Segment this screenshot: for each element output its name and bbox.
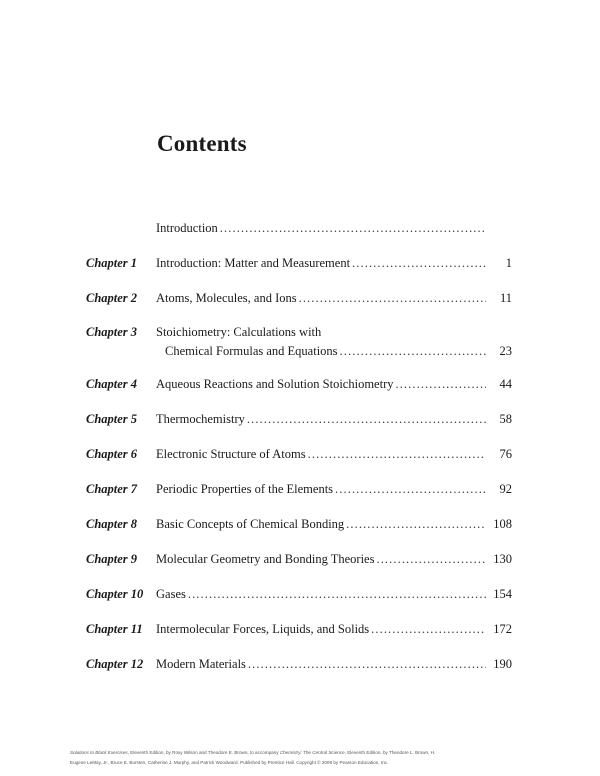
chapter-label: Chapter 3 — [86, 325, 138, 339]
chapter-label: Chapter 5 — [86, 412, 138, 426]
toc-entry-title: Thermochemistry — [156, 412, 245, 426]
chapter-label: Chapter 6 — [86, 447, 138, 461]
toc-entry-title: Chemical Formulas and Equations — [165, 344, 338, 358]
toc-entry-title: Atoms, Molecules, and Ions — [156, 291, 297, 305]
toc-entry — [156, 220, 488, 236]
toc-entry-title: Introduction — [156, 221, 218, 235]
toc-entry-title-line1: Stoichiometry: Calculations with — [156, 325, 322, 339]
footer-text: , Eleventh Edition, by Theodore L. Brown, H. — [344, 750, 436, 755]
chapter-label: Chapter 11 — [86, 622, 143, 636]
toc-entry-title: Aqueous Reactions and Solution Stoichiometry — [156, 377, 394, 391]
page-number: 11 — [499, 291, 512, 305]
page-number: 44 — [499, 377, 512, 391]
footer-line-2: Eugene LeMay, Jr., Bruce E. Bursten, Catherine J. Murphy, and Patrick Woodward. Published by Prentice Hall. Copyright © 2009 by Pearson Education, Inc. — [70, 760, 389, 765]
page-number: 154 — [493, 587, 512, 601]
toc-entry — [165, 343, 488, 359]
page-number: 172 — [493, 622, 512, 636]
toc-entry — [156, 255, 488, 271]
chapter-label: Chapter 9 — [86, 552, 138, 566]
footer-line-1 — [70, 748, 530, 758]
footer-book-title: Solutions to Black Exercises — [70, 750, 128, 755]
page-title: Contents — [157, 131, 247, 156]
dot-leader — [395, 376, 486, 392]
toc-entry-title: Introduction: Matter and Measurement — [156, 256, 351, 270]
chapter-label: Chapter 10 — [86, 587, 144, 601]
toc-entry — [156, 290, 488, 306]
toc-entry — [156, 376, 488, 392]
toc-entry-title: Periodic Properties of the Elements — [156, 482, 334, 496]
dot-leader — [371, 621, 486, 637]
chapter-label: Chapter 12 — [86, 657, 144, 671]
page-number: 1 — [505, 256, 512, 270]
toc-entry — [156, 586, 488, 602]
footer-source-title: Chemistry: The Central Science — [279, 750, 345, 755]
toc-entry — [156, 481, 488, 497]
dot-leader — [335, 481, 486, 497]
toc-entry-title: Molecular Geometry and Bonding Theories — [156, 552, 375, 566]
dot-leader — [247, 411, 486, 427]
chapter-label: Chapter 7 — [86, 482, 138, 496]
dot-leader — [308, 446, 486, 462]
toc-entry-title: Intermolecular Forces, Liquids, and Solids — [156, 622, 370, 636]
toc-entry-title: Gases — [156, 587, 186, 601]
toc-entry — [156, 656, 488, 672]
toc-entry — [156, 446, 488, 462]
copyright-footer — [70, 748, 530, 768]
page-number: 190 — [493, 657, 512, 671]
toc-entry-title: Electronic Structure of Atoms — [156, 447, 306, 461]
chapter-label: Chapter 1 — [86, 256, 138, 270]
chapter-label: Chapter 4 — [86, 377, 138, 391]
page-number: 23 — [499, 344, 512, 358]
dot-leader — [352, 255, 486, 271]
dot-leader — [220, 220, 486, 236]
dot-leader — [299, 290, 486, 306]
toc-entry-title: Basic Concepts of Chemical Bonding — [156, 517, 345, 531]
chapter-label: Chapter 8 — [86, 517, 138, 531]
toc-entry — [156, 516, 488, 532]
dot-leader — [188, 586, 486, 602]
toc-entry — [156, 621, 488, 637]
page-number: 108 — [493, 517, 512, 531]
page-number: 76 — [499, 447, 512, 461]
toc-entry-title: Modern Materials — [156, 657, 246, 671]
toc-entry — [156, 551, 488, 567]
dot-leader — [376, 551, 486, 567]
dot-leader — [340, 343, 486, 359]
page-number: 130 — [493, 552, 512, 566]
toc-entry — [156, 411, 488, 427]
footer-text: , Eleventh Edition, by Roxy Wilson and Theodore E. Brown, to accompany — [127, 750, 280, 755]
page-number: 58 — [499, 412, 512, 426]
chapter-label: Chapter 2 — [86, 291, 138, 305]
dot-leader — [248, 656, 486, 672]
page-number: 92 — [499, 482, 512, 496]
dot-leader — [346, 516, 486, 532]
